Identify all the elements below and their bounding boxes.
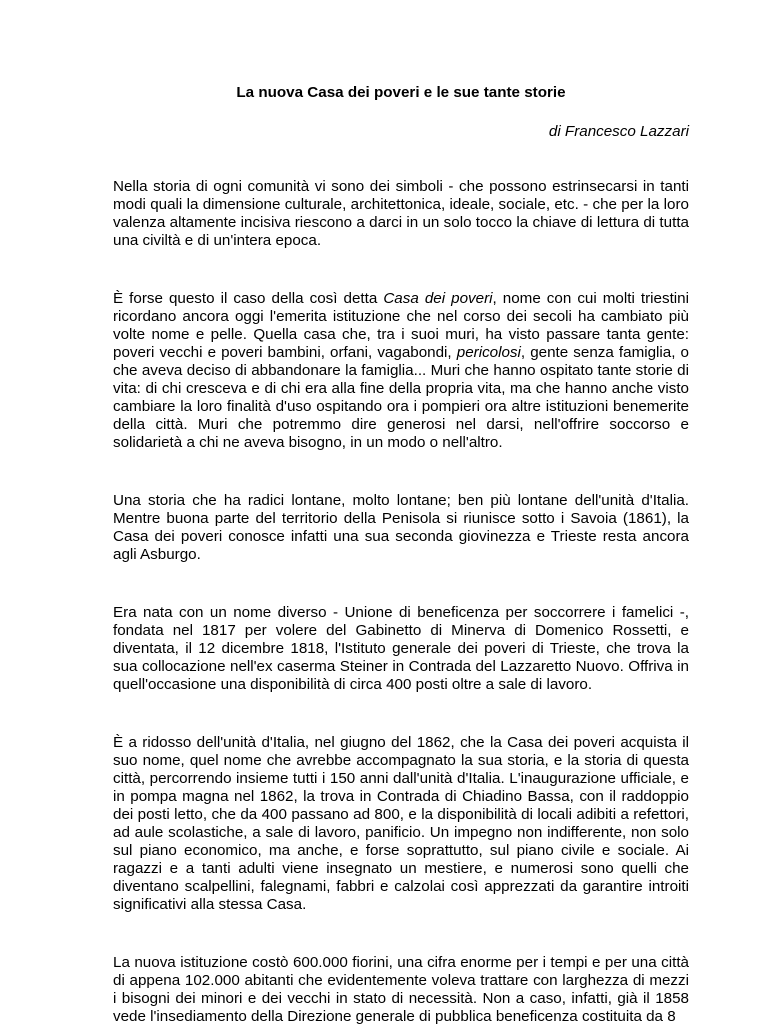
paragraph-text: Nella storia di ogni comunità vi sono dei simboli - che possono estrinsecarsi in tanti modi quali la dimensione culturale, architettonica, ideale, sociale, etc. - che per la loro valenza altamente incisiva riescono a darci in un solo tocco la chiave di lettura di tutta una civiltà e di un'intera epoca. <box>113 178 689 249</box>
paragraph-1 <box>113 178 689 250</box>
paragraph-text: Una storia che ha radici lontane, molto lontane; ben più lontane dell'unità d'Italia. Mentre buona parte del territorio della Penisola si riunisce sotto i Savoia (1861), la Casa dei poveri conosce infatti una sua seconda giovinezza e Trieste resta ancora agli Asburgo. <box>113 492 689 563</box>
paragraph-text: È a ridosso dell'unità d'Italia, nel giugno del 1862, che la Casa dei poveri acquista il suo nome, quel nome che avrebbe accompagnato la sua storia, e la storia di questa città, percorrendo insieme tutti i 150 anni dall'unità d'Italia. L'inaugurazione ufficiale, e in pompa magna nel 1862, la trova in Contrada di Chiadino Bassa, con il raddoppio dei posti letto, che da 400 passano ad 800, e la disponibilità di locali adibiti a refettori, ad aule scolastiche, a sale di lavoro, panificio. Un impegno non indifferente, non solo sul piano economico, ma anche, e forse soprattutto, sul piano civile e sociale. Ai ragazzi e a tanti adulti viene insegnato un mestiere, e numerosi sono quelli che diventano scalpellini, falegnami, fabbri e calzolai così apprezzati da garantire introiti significativi alla stessa Casa. <box>113 734 689 913</box>
paragraph-4 <box>113 604 689 694</box>
paragraph-5 <box>113 734 689 914</box>
italic-term-casa-dei-poveri: Casa dei poveri <box>383 290 493 307</box>
paragraph-text: È forse questo il caso della così detta <box>113 290 384 307</box>
document-author: di Francesco Lazzari <box>548 123 689 140</box>
paragraph-text: , nome con cui molti triestini ricordano ancora oggi l'emerita istituzione che nel corso dei secoli ha cambiato più volte nome e pelle. Quella casa che, tra i suoi muri, ha visto passare tanta gente: poveri vecchi e poveri bambini, orfani, vagabondi, <box>113 290 689 361</box>
paragraph-6 <box>113 954 689 1026</box>
italic-term-pericolosi: pericolosi <box>456 344 521 361</box>
paragraph-3 <box>113 492 689 564</box>
paragraph-text: Era nata con un nome diverso - Unione di beneficenza per soccorrere i famelici -, fondata nel 1817 per volere del Gabinetto di Minerva di Domenico Rossetti, e diventata, il 12 dicembre 1818, l'Istituto generale dei poveri di Trieste, che trova la sua collocazione nell'ex caserma Steiner in Contrada del Lazzaretto Nuovo. Offriva in quell'occasione una disponibilità di circa 400 posti oltre a sale di lavoro. <box>113 604 689 693</box>
paragraph-text: , gente senza famiglia, o che aveva deciso di abbandonare la famiglia... Muri che hanno ospitato tante storie di vita: di chi cresceva e di chi era alla fine della propria vita, ma che hanno anche visto cambiare la loro finalità d'uso ospitando ora i pompieri ora altre istituzioni benemerite della città. Muri che potremmo dire generosi nel darsi, nell'offrire soccorso e solidarietà a chi ne aveva bisogno, in un modo o nell'altro. <box>113 344 689 451</box>
paragraph-text: La nuova istituzione costò 600.000 fiorini, una cifra enorme per i tempi e per una città di appena 102.000 abitanti che evidentemente voleva trattare con larghezza di mezzi i bisogni dei minori e dei vecchi in stato di necessità. Non a caso, infatti, già il 1858 vede l'insediamento della Direzione generale di pubblica beneficenza costituita da 8 <box>113 954 689 1025</box>
document-title: La nuova Casa dei poveri e le sue tante storie <box>236 84 566 101</box>
paragraph-2 <box>113 290 689 452</box>
